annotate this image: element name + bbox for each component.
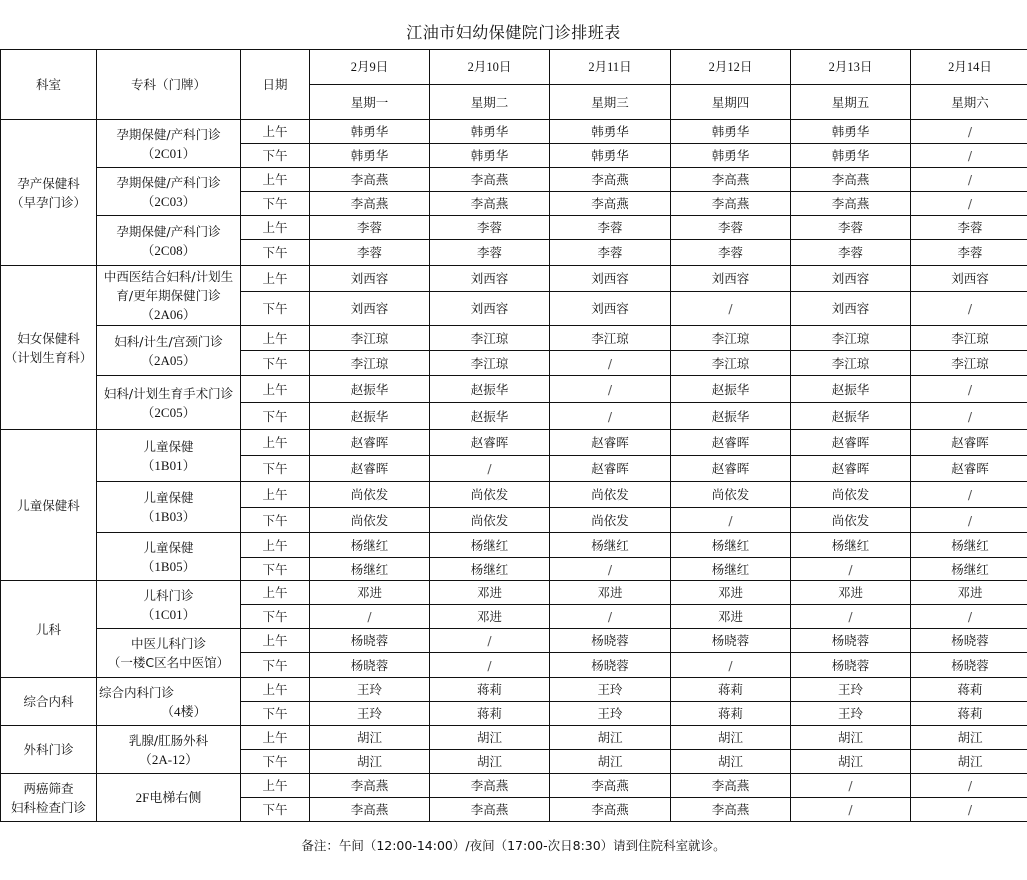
no-shift-cell: / — [791, 605, 911, 629]
clinic-name-line: 乳腺/肛肠外科 — [128, 732, 209, 748]
doctor-cell: 李高燕 — [430, 798, 550, 822]
period-afternoon: 下午 — [241, 351, 310, 376]
doctor-cell: 李高燕 — [310, 168, 430, 192]
clinic-name-line: 儿童保健 — [143, 539, 194, 555]
doctor-cell: 杨晓蓉 — [791, 653, 911, 678]
doctor-cell: 李蓉 — [430, 240, 550, 266]
doctor-cell: 邓进 — [430, 581, 550, 605]
clinic-room-code: （2C08） — [141, 242, 196, 258]
doctor-cell: 李高燕 — [430, 168, 550, 192]
doctor-cell: 赵睿晖 — [310, 456, 430, 482]
doctor-cell: 李高燕 — [550, 798, 671, 822]
doctor-cell: 李蓉 — [550, 216, 671, 240]
no-shift-cell: / — [911, 508, 1027, 533]
header-date-cell: 2月11日 — [550, 50, 671, 85]
doctor-cell: 刘西容 — [310, 292, 430, 326]
clinic-name-line: 中医儿科门诊 — [130, 636, 206, 651]
doctor-cell: 杨晓蓉 — [671, 629, 791, 653]
doctor-cell: 刘西容 — [430, 292, 550, 326]
doctor-cell: 刘西容 — [430, 266, 550, 292]
no-shift-cell: / — [310, 605, 430, 629]
clinic-cell — [97, 266, 241, 326]
doctor-cell: 王玲 — [310, 678, 430, 702]
period-afternoon: 下午 — [241, 798, 310, 822]
doctor-cell: 李高燕 — [671, 168, 791, 192]
department-name-line: 外科门诊 — [23, 742, 74, 757]
doctor-cell: 杨晓蓉 — [791, 629, 911, 653]
doctor-cell: 杨晓蓉 — [911, 629, 1027, 653]
doctor-cell: 蒋莉 — [911, 702, 1027, 726]
no-shift-cell: / — [550, 605, 671, 629]
clinic-room-code: （4楼） — [161, 703, 207, 719]
period-afternoon: 下午 — [241, 240, 310, 266]
period-afternoon: 下午 — [241, 192, 310, 216]
clinic-cell — [97, 581, 241, 629]
doctor-cell: 李蓉 — [791, 240, 911, 266]
clinic-name-line: 孕期保健/产科门诊 — [116, 174, 221, 190]
footnote: 备注：午间（12:00-14:00）/夜间（17:00-次日8:30）请到住院科室就诊。 — [301, 838, 726, 853]
doctor-cell: 韩勇华 — [550, 120, 671, 144]
no-shift-cell: / — [791, 558, 911, 581]
period-morning: 上午 — [241, 168, 310, 192]
clinic-room-code: （1B05） — [141, 558, 196, 574]
doctor-cell: 杨继红 — [310, 533, 430, 558]
period-morning: 上午 — [241, 533, 310, 558]
no-shift-cell: / — [671, 508, 791, 533]
no-shift-cell: / — [430, 653, 550, 678]
clinic-cell — [97, 774, 241, 822]
doctor-cell: 李蓉 — [911, 240, 1027, 266]
table-row — [1, 726, 1027, 750]
no-shift-cell: / — [911, 798, 1027, 822]
department-name-line: 儿童保健科 — [17, 497, 80, 513]
doctor-cell: 赵睿晖 — [791, 430, 911, 456]
doctor-cell: 李蓉 — [430, 216, 550, 240]
doctor-cell: 尚依发 — [430, 508, 550, 533]
clinic-room-code: （2A-12） — [138, 751, 199, 767]
doctor-cell: 李高燕 — [791, 168, 911, 192]
period-afternoon: 下午 — [241, 653, 310, 678]
clinic-cell — [97, 533, 241, 581]
department-cell — [1, 581, 97, 678]
doctor-cell: 刘西容 — [550, 266, 671, 292]
table-row — [1, 774, 1027, 798]
doctor-cell: 杨继红 — [671, 558, 791, 581]
doctor-cell: 赵振华 — [671, 403, 791, 430]
period-morning: 上午 — [241, 629, 310, 653]
no-shift-cell: / — [911, 774, 1027, 798]
doctor-cell: 李江琼 — [791, 326, 911, 351]
no-shift-cell: / — [911, 120, 1027, 144]
doctor-cell: 赵睿晖 — [430, 430, 550, 456]
doctor-cell: 韩勇华 — [430, 144, 550, 168]
period-afternoon: 下午 — [241, 750, 310, 774]
doctor-cell: 邓进 — [911, 581, 1027, 605]
doctor-cell: 韩勇华 — [430, 120, 550, 144]
doctor-cell: 王玲 — [310, 702, 430, 726]
clinic-room-code: （2A06） — [141, 307, 196, 322]
doctor-cell: 尚依发 — [671, 482, 791, 508]
clinic-cell — [97, 430, 241, 482]
table-row — [1, 168, 1027, 192]
doctor-cell: 蒋莉 — [671, 678, 791, 702]
doctor-cell: 胡江 — [430, 726, 550, 750]
doctor-cell: 李蓉 — [791, 216, 911, 240]
doctor-cell: 韩勇华 — [791, 144, 911, 168]
doctor-cell: 杨晓蓉 — [310, 629, 430, 653]
doctor-cell: 王玲 — [550, 678, 671, 702]
clinic-name-line: 中西医结合妇科/计划生 — [103, 269, 234, 284]
doctor-cell: 邓进 — [550, 581, 671, 605]
header-date-cell: 2月14日 — [911, 50, 1027, 85]
period-afternoon: 下午 — [241, 144, 310, 168]
clinic-cell — [97, 629, 241, 678]
no-shift-cell: / — [430, 456, 550, 482]
no-shift-cell: / — [550, 558, 671, 581]
department-name-line: （计划生育科） — [4, 349, 93, 365]
period-afternoon: 下午 — [241, 558, 310, 581]
clinic-name-line: 妇科/计生/宫颈门诊 — [114, 333, 223, 349]
period-morning: 上午 — [241, 326, 310, 351]
no-shift-cell: / — [911, 168, 1027, 192]
clinic-room-code: （2A05） — [141, 352, 196, 368]
doctor-cell: 杨继红 — [310, 558, 430, 581]
page-title: 江油市妇幼保健院门诊排班表 — [406, 23, 621, 42]
doctor-cell: 杨晓蓉 — [550, 629, 671, 653]
period-afternoon: 下午 — [241, 292, 310, 326]
table-row — [1, 216, 1027, 240]
clinic-room-code: （2C05） — [141, 404, 196, 420]
doctor-cell: 杨继红 — [550, 533, 671, 558]
clinic-room-code: （1B03） — [141, 509, 196, 524]
doctor-cell: 邓进 — [430, 605, 550, 629]
doctor-cell: 李高燕 — [671, 192, 791, 216]
table-row — [1, 629, 1027, 653]
doctor-cell: 尚依发 — [550, 482, 671, 508]
no-shift-cell: / — [911, 605, 1027, 629]
doctor-cell: 刘西容 — [550, 292, 671, 326]
clinic-cell — [97, 120, 241, 168]
department-name-line: 儿科 — [35, 621, 61, 637]
doctor-cell: 李高燕 — [550, 192, 671, 216]
header-date-cell: 2月9日 — [310, 50, 430, 85]
doctor-cell: 杨继红 — [911, 533, 1027, 558]
doctor-cell: 杨晓蓉 — [911, 653, 1027, 678]
clinic-name-line: （一楼C区名中医馆） — [107, 655, 230, 670]
header-specialty: 专科（门牌） — [97, 50, 241, 120]
period-morning: 上午 — [241, 266, 310, 292]
doctor-cell: 尚依发 — [791, 508, 911, 533]
doctor-cell: 赵睿晖 — [671, 456, 791, 482]
header-row-dates — [1, 50, 1027, 85]
schedule-table — [0, 49, 1027, 822]
clinic-name-line: 2F电梯右侧 — [135, 790, 202, 805]
doctor-cell: 刘西容 — [911, 266, 1027, 292]
doctor-cell: 李蓉 — [310, 240, 430, 266]
doctor-cell: 李高燕 — [430, 192, 550, 216]
header-weekday-cell: 星期五 — [791, 85, 911, 120]
period-morning: 上午 — [241, 678, 310, 702]
department-cell — [1, 678, 97, 726]
period-morning: 上午 — [241, 482, 310, 508]
period-morning: 上午 — [241, 774, 310, 798]
header-department: 科室 — [1, 50, 97, 120]
department-name-line: 孕产保健科 — [17, 175, 80, 191]
no-shift-cell: / — [550, 403, 671, 430]
doctor-cell: 李蓉 — [550, 240, 671, 266]
header-weekday-cell: 星期一 — [310, 85, 430, 120]
doctor-cell: 蒋莉 — [911, 678, 1027, 702]
doctor-cell: 赵睿晖 — [791, 456, 911, 482]
no-shift-cell: / — [791, 774, 911, 798]
period-morning: 上午 — [241, 120, 310, 144]
doctor-cell: 李江琼 — [310, 351, 430, 376]
doctor-cell: 赵睿晖 — [550, 430, 671, 456]
period-afternoon: 下午 — [241, 403, 310, 430]
doctor-cell: 李高燕 — [550, 168, 671, 192]
doctor-cell: 胡江 — [430, 750, 550, 774]
header-date: 日期 — [241, 50, 310, 120]
table-row — [1, 266, 1027, 292]
doctor-cell: 李江琼 — [911, 351, 1027, 376]
doctor-cell: 李蓉 — [671, 216, 791, 240]
doctor-cell: 杨继红 — [671, 533, 791, 558]
no-shift-cell: / — [911, 376, 1027, 403]
doctor-cell: 刘西容 — [671, 266, 791, 292]
doctor-cell: 李高燕 — [310, 798, 430, 822]
clinic-name-line: 儿童保健 — [143, 438, 194, 454]
no-shift-cell: / — [911, 292, 1027, 326]
header-weekday-cell: 星期二 — [430, 85, 550, 120]
clinic-room-code: （2C03） — [141, 193, 196, 209]
doctor-cell: 李江琼 — [310, 326, 430, 351]
clinic-cell — [97, 326, 241, 376]
doctor-cell: 赵睿晖 — [911, 456, 1027, 482]
period-afternoon: 下午 — [241, 702, 310, 726]
department-name-line: （早孕门诊） — [10, 194, 86, 210]
doctor-cell: 李高燕 — [310, 774, 430, 798]
department-cell — [1, 774, 97, 822]
doctor-cell: 蒋莉 — [430, 702, 550, 726]
clinic-cell — [97, 482, 241, 533]
period-afternoon: 下午 — [241, 605, 310, 629]
doctor-cell: 蒋莉 — [671, 702, 791, 726]
doctor-cell: 杨继红 — [430, 558, 550, 581]
department-name-line: 综合内科 — [23, 694, 74, 709]
doctor-cell: 尚依发 — [310, 508, 430, 533]
doctor-cell: 赵振华 — [430, 376, 550, 403]
doctor-cell: 王玲 — [791, 678, 911, 702]
doctor-cell: 王玲 — [791, 702, 911, 726]
department-name-line: 两癌筛查 — [23, 780, 74, 796]
table-row — [1, 482, 1027, 508]
no-shift-cell: / — [911, 403, 1027, 430]
department-cell — [1, 266, 97, 430]
doctor-cell: 尚依发 — [430, 482, 550, 508]
doctor-cell: 赵振华 — [310, 403, 430, 430]
clinic-cell — [97, 376, 241, 430]
doctor-cell: 赵振华 — [671, 376, 791, 403]
doctor-cell: 邓进 — [310, 581, 430, 605]
clinic-room-code: （1C01） — [141, 606, 196, 622]
department-name-line: 妇女保健科 — [17, 330, 80, 346]
doctor-cell: 杨继红 — [430, 533, 550, 558]
doctor-cell: 胡江 — [791, 750, 911, 774]
doctor-cell: 胡江 — [550, 750, 671, 774]
no-shift-cell: / — [671, 653, 791, 678]
clinic-name-line: 综合内科门诊 — [99, 684, 175, 700]
period-morning: 上午 — [241, 216, 310, 240]
period-morning: 上午 — [241, 581, 310, 605]
doctor-cell: 李江琼 — [430, 326, 550, 351]
doctor-cell: 邓进 — [671, 605, 791, 629]
table-row — [1, 581, 1027, 605]
clinic-cell — [97, 216, 241, 266]
doctor-cell: 邓进 — [671, 581, 791, 605]
department-name-line: 妇科检查门诊 — [10, 799, 86, 815]
no-shift-cell: / — [550, 376, 671, 403]
doctor-cell: 赵睿晖 — [310, 430, 430, 456]
header-weekday-cell: 星期三 — [550, 85, 671, 120]
header-weekday-cell: 星期六 — [911, 85, 1027, 120]
no-shift-cell: / — [671, 292, 791, 326]
clinic-name-line: 妇科/计划生育手术门诊 — [103, 385, 234, 401]
period-morning: 上午 — [241, 376, 310, 403]
table-row — [1, 376, 1027, 403]
doctor-cell: 尚依发 — [310, 482, 430, 508]
doctor-cell: 刘西容 — [791, 292, 911, 326]
doctor-cell: 胡江 — [310, 726, 430, 750]
doctor-cell: 蒋莉 — [430, 678, 550, 702]
doctor-cell: 韩勇华 — [550, 144, 671, 168]
doctor-cell: 李高燕 — [430, 774, 550, 798]
table-row — [1, 120, 1027, 144]
doctor-cell: 韩勇华 — [671, 120, 791, 144]
department-cell — [1, 726, 97, 774]
period-afternoon: 下午 — [241, 456, 310, 482]
no-shift-cell: / — [430, 629, 550, 653]
doctor-cell: 杨继红 — [791, 533, 911, 558]
doctor-cell: 刘西容 — [310, 266, 430, 292]
doctor-cell: 杨晓蓉 — [310, 653, 430, 678]
doctor-cell: 胡江 — [671, 726, 791, 750]
header-date-cell: 2月10日 — [430, 50, 550, 85]
doctor-cell: 尚依发 — [791, 482, 911, 508]
header-weekday-cell: 星期四 — [671, 85, 791, 120]
doctor-cell: 杨晓蓉 — [550, 653, 671, 678]
no-shift-cell: / — [791, 798, 911, 822]
clinic-cell — [97, 168, 241, 216]
doctor-cell: 赵睿晖 — [671, 430, 791, 456]
doctor-cell: 李江琼 — [671, 351, 791, 376]
doctor-cell: 韩勇华 — [310, 144, 430, 168]
period-afternoon: 下午 — [241, 508, 310, 533]
doctor-cell: 李蓉 — [310, 216, 430, 240]
doctor-cell: 邓进 — [791, 581, 911, 605]
doctor-cell: 尚依发 — [550, 508, 671, 533]
doctor-cell: 刘西容 — [791, 266, 911, 292]
header-date-cell: 2月12日 — [671, 50, 791, 85]
table-row — [1, 326, 1027, 351]
doctor-cell: 胡江 — [671, 750, 791, 774]
clinic-name-line: 孕期保健/产科门诊 — [116, 126, 221, 142]
doctor-cell: 李高燕 — [310, 192, 430, 216]
doctor-cell: 胡江 — [911, 750, 1027, 774]
doctor-cell: 李江琼 — [911, 326, 1027, 351]
doctor-cell: 胡江 — [911, 726, 1027, 750]
no-shift-cell: / — [550, 351, 671, 376]
doctor-cell: 李江琼 — [671, 326, 791, 351]
clinic-room-code: （1B01） — [141, 457, 196, 473]
doctor-cell: 李江琼 — [791, 351, 911, 376]
doctor-cell: 李蓉 — [671, 240, 791, 266]
period-morning: 上午 — [241, 726, 310, 750]
doctor-cell: 韩勇华 — [671, 144, 791, 168]
clinic-name-line: 育/更年期保健门诊 — [116, 288, 221, 303]
clinic-name-line: 儿科门诊 — [143, 587, 194, 603]
department-cell — [1, 430, 97, 581]
clinic-name-line: 儿童保健 — [143, 490, 194, 505]
no-shift-cell: / — [911, 482, 1027, 508]
doctor-cell: 赵振华 — [430, 403, 550, 430]
table-row — [1, 533, 1027, 558]
clinic-room-code: （2C01） — [141, 145, 196, 161]
doctor-cell: 李江琼 — [550, 326, 671, 351]
doctor-cell: 胡江 — [791, 726, 911, 750]
clinic-name-line: 孕期保健/产科门诊 — [116, 223, 221, 239]
doctor-cell: 赵睿晖 — [911, 430, 1027, 456]
doctor-cell: 李蓉 — [911, 216, 1027, 240]
doctor-cell: 赵振华 — [310, 376, 430, 403]
no-shift-cell: / — [911, 144, 1027, 168]
doctor-cell: 胡江 — [550, 726, 671, 750]
table-row — [1, 430, 1027, 456]
doctor-cell: 韩勇华 — [310, 120, 430, 144]
doctor-cell: 赵振华 — [791, 376, 911, 403]
table-row — [1, 678, 1027, 702]
doctor-cell: 杨继红 — [911, 558, 1027, 581]
doctor-cell: 李高燕 — [671, 774, 791, 798]
doctor-cell: 李高燕 — [671, 798, 791, 822]
doctor-cell: 李高燕 — [550, 774, 671, 798]
header-date-cell: 2月13日 — [791, 50, 911, 85]
doctor-cell: 李高燕 — [791, 192, 911, 216]
clinic-cell — [97, 726, 241, 774]
clinic-cell — [97, 678, 241, 726]
doctor-cell: 胡江 — [310, 750, 430, 774]
department-cell — [1, 120, 97, 266]
doctor-cell: 李江琼 — [430, 351, 550, 376]
no-shift-cell: / — [911, 192, 1027, 216]
doctor-cell: 王玲 — [550, 702, 671, 726]
period-morning: 上午 — [241, 430, 310, 456]
doctor-cell: 韩勇华 — [791, 120, 911, 144]
doctor-cell: 赵振华 — [791, 403, 911, 430]
doctor-cell: 赵睿晖 — [550, 456, 671, 482]
